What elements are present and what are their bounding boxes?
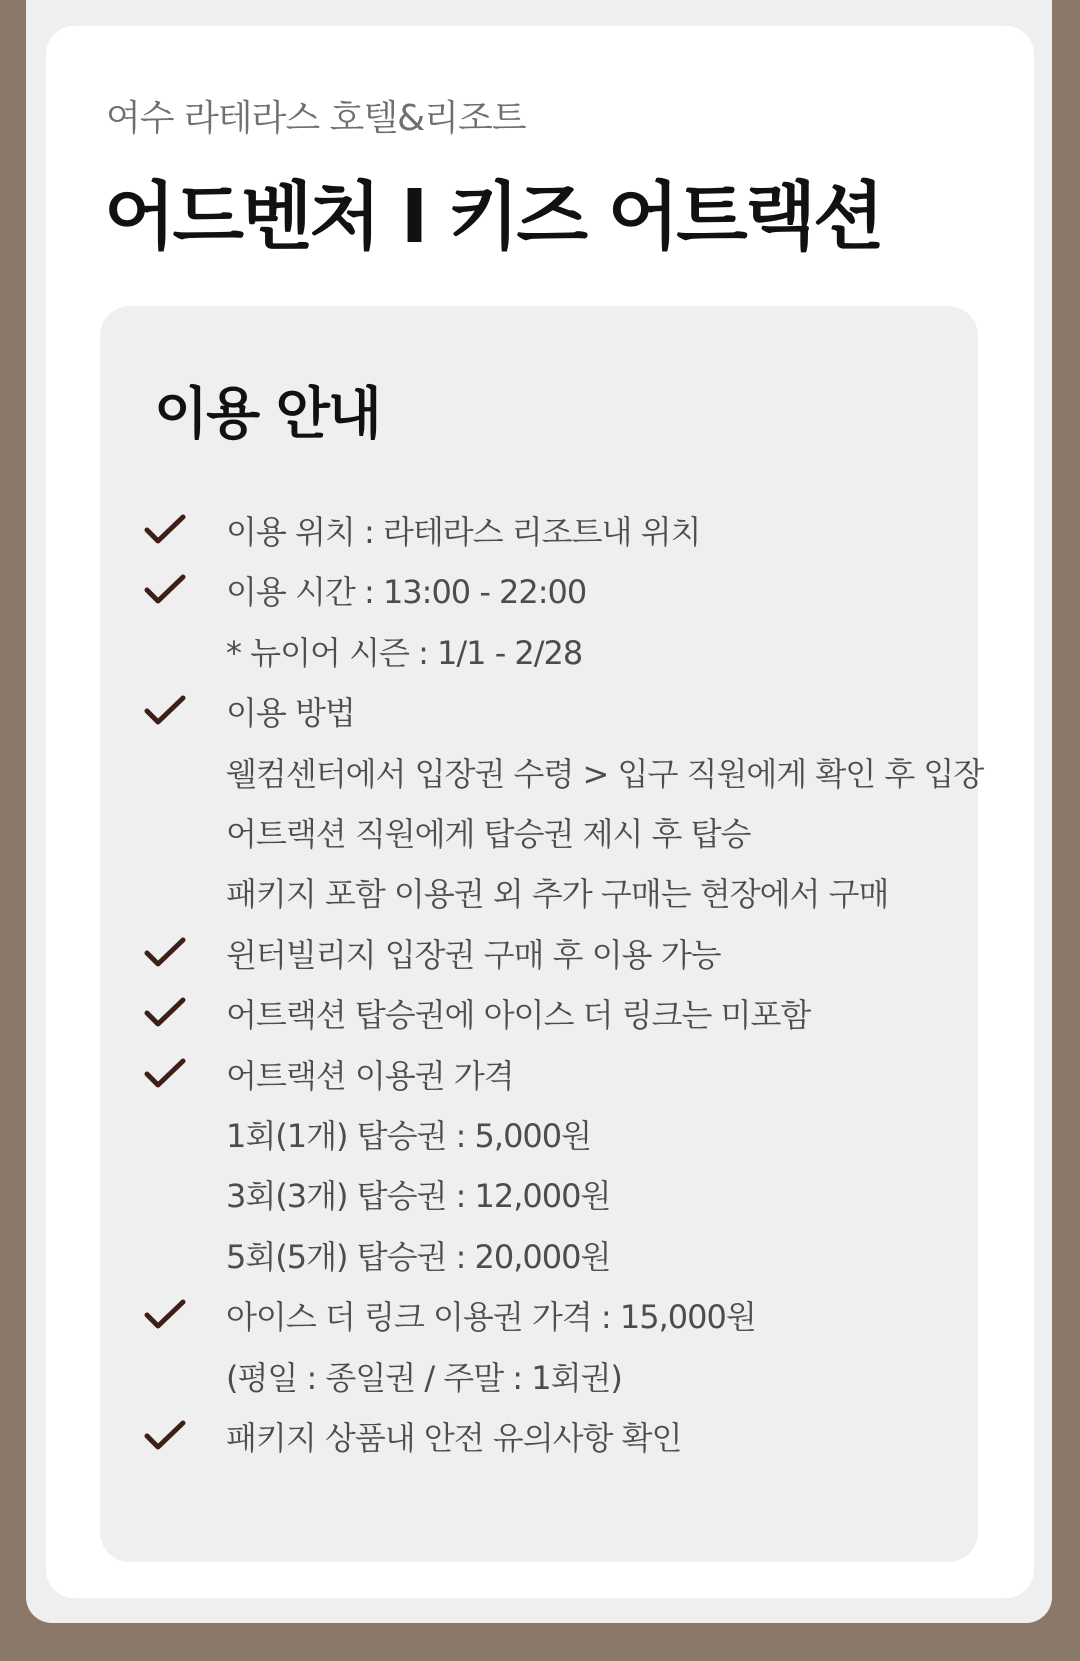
check-icon	[143, 693, 191, 733]
info-line: 이용 위치 : 라테라스 리조트내 위치	[226, 513, 701, 551]
check-icon	[143, 1297, 191, 1337]
check-icon	[143, 1418, 191, 1458]
info-line: 3회(3개) 탑승권 : 12,000원	[226, 1177, 611, 1215]
hotel-name: 여수 라테라스 호텔&리조트	[106, 98, 526, 139]
info-line: 패키지 포함 이용권 외 추가 구매는 현장에서 구매	[226, 875, 889, 913]
info-line: 이용 방법	[226, 694, 355, 732]
check-icon	[143, 995, 191, 1035]
info-line: 어트랙션 이용권 가격	[226, 1057, 514, 1095]
info-line: 어트랙션 탑승권에 아이스 더 링크는 미포함	[226, 996, 811, 1034]
info-line: 윈터빌리지 입장권 구매 후 이용 가능	[226, 936, 721, 974]
usage-info-heading: 이용 안내	[154, 382, 380, 447]
info-line: 5회(5개) 탑승권 : 20,000원	[226, 1238, 611, 1276]
info-line: 어트랙션 직원에게 탑승권 제시 후 탑승	[226, 815, 751, 853]
info-line: 아이스 더 링크 이용권 가격 : 15,000원	[226, 1298, 756, 1336]
info-line: 웰컴센터에서 입장권 수령 > 입구 직원에게 확인 후 입장	[226, 755, 984, 793]
check-icon	[143, 935, 191, 975]
page-title: 어드벤처 I 키즈 어트랙션	[104, 174, 882, 260]
info-line: 이용 시간 : 13:00 - 22:00	[226, 573, 587, 611]
info-line: (평일 : 종일권 / 주말 : 1회권)	[226, 1359, 622, 1397]
info-line: * 뉴이어 시즌 : 1/1 - 2/28	[226, 634, 583, 672]
check-icon	[143, 1056, 191, 1096]
check-icon	[143, 572, 191, 612]
info-line: 패키지 상품내 안전 유의사항 확인	[226, 1419, 682, 1457]
info-line: 1회(1개) 탑승권 : 5,000원	[226, 1117, 592, 1155]
check-icon	[143, 512, 191, 552]
